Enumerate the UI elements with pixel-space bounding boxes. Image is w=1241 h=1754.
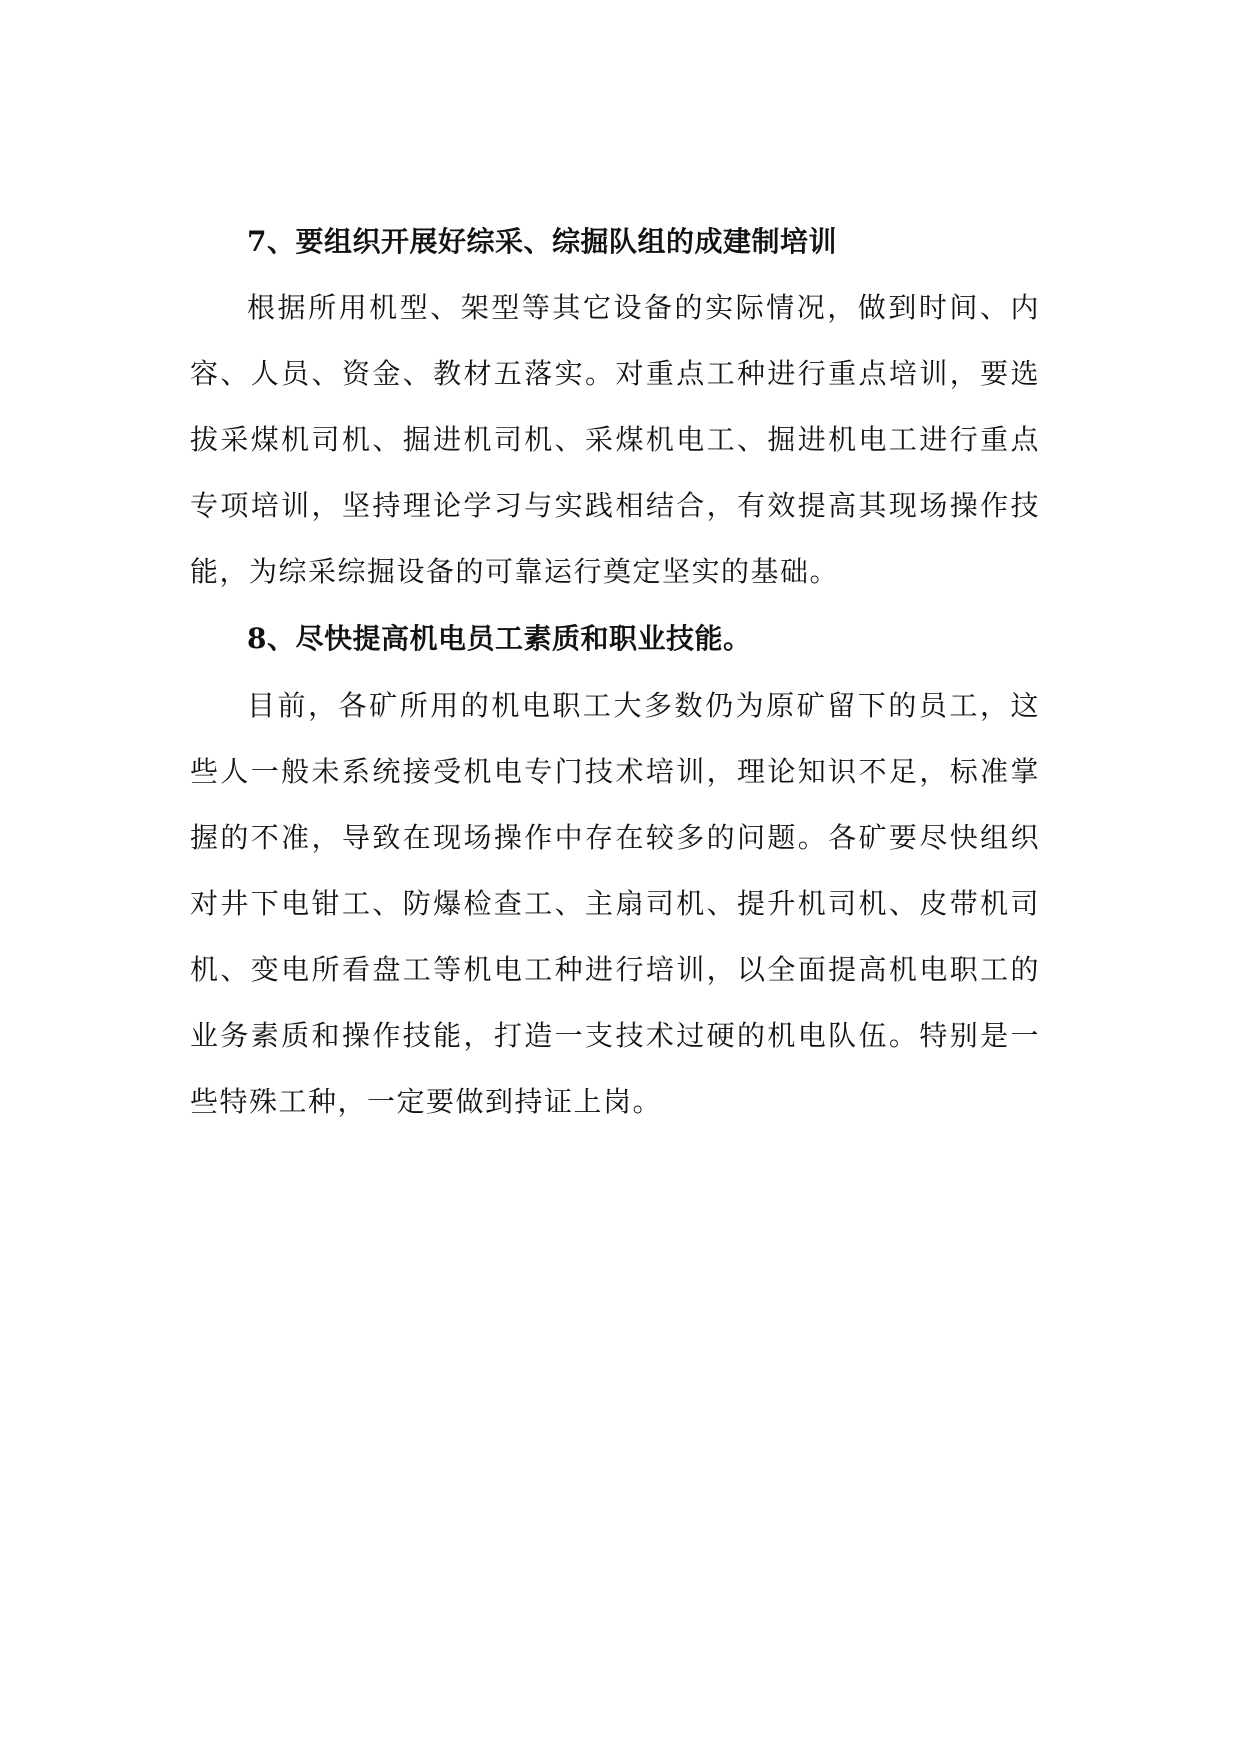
- section-7-paragraph: 根据所用机型、架型等其它设备的实际情况，做到时间、内容、人员、资金、教材五落实。对重点工种进行重点培训，要选拔采煤机司机、掘进机司机、采煤机电工、掘进机电工进行重点专项培训，坚持理论学习与实践相结合，有效提高其现场操作技能，为综采综掘设备的可靠运行奠定坚实的基础。: [190, 291, 1040, 588]
- section-7-heading: 7、要组织开展好综采、综掘队组的成建制培训: [247, 225, 837, 258]
- section-8-paragraph: 目前，各矿所用的机电职工大多数仍为原矿留下的员工，这些人一般未系统接受机电专门技术培训，理论知识不足，标准掌握的不准，导致在现场操作中存在较多的问题。各矿要尽快组织对井下电钳工、防爆检查工、主扇司机、提升机司机、皮带机司机、变电所看盘工等机电工种进行培训，以全面提高机电职工的业务素质和操作技能，打造一支技术过硬的机电队伍。特别是一些特殊工种，一定要做到持证上岗。: [190, 689, 1040, 1118]
- section-8-heading: 8、尽快提高机电员工素质和职业技能。: [247, 622, 752, 655]
- document-body: [190, 222, 1040, 1135]
